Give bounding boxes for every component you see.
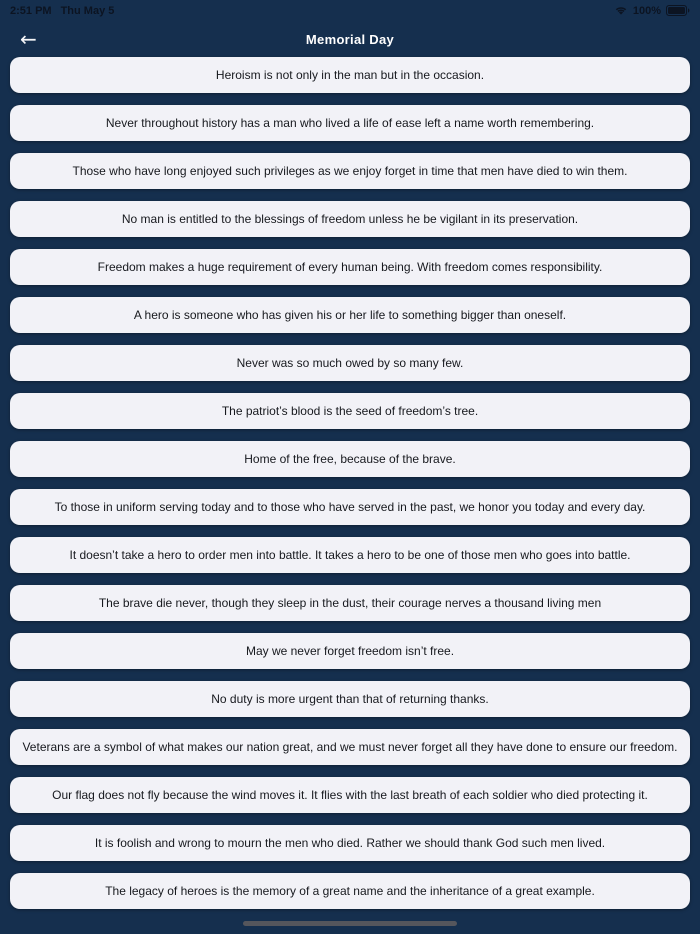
quote-card[interactable] xyxy=(10,873,690,909)
quote-list xyxy=(10,57,690,909)
quote-card[interactable] xyxy=(10,153,690,189)
quote-card[interactable] xyxy=(10,729,690,765)
quote-card[interactable] xyxy=(10,441,690,477)
quote-text: Those who have long enjoyed such privileges as we enjoy forget in time that men have died to win them. xyxy=(72,163,628,178)
quote-text: The legacy of heroes is the memory of a great name and the inheritance of a great example. xyxy=(105,883,595,898)
quote-card[interactable] xyxy=(10,201,690,237)
quote-card[interactable] xyxy=(10,537,690,573)
wifi-icon xyxy=(614,5,628,16)
quote-text: A hero is someone who has given his or her life to something bigger than oneself. xyxy=(133,307,567,322)
quote-card[interactable] xyxy=(10,825,690,861)
quote-card[interactable] xyxy=(10,105,690,141)
quote-text: The brave die never, though they sleep in the dust, their courage nerves a thousand living men xyxy=(98,595,602,610)
home-indicator[interactable] xyxy=(243,921,457,926)
quote-text: Heroism is not only in the man but in the occasion. xyxy=(215,67,485,82)
status-bar xyxy=(0,0,700,19)
quote-text: Home of the free, because of the brave. xyxy=(244,451,456,466)
quote-text: It doesn’t take a hero to order men into battle. It takes a hero to be one of those men who goes into battle. xyxy=(69,547,631,562)
quote-text: Never was so much owed by so many few. xyxy=(236,355,464,370)
quote-text: Never throughout history has a man who lived a life of ease left a name worth remembering. xyxy=(105,115,595,130)
date-label: Thu May 5 xyxy=(60,4,115,17)
back-button[interactable] xyxy=(16,27,41,51)
quote-text: To those in uniform serving today and to those who have served in the past, we honor you today and every day. xyxy=(54,499,646,514)
quote-card[interactable] xyxy=(10,57,690,93)
battery-percent-label: 100% xyxy=(632,4,661,17)
quote-card[interactable] xyxy=(10,345,690,381)
back-arrow-icon: ← xyxy=(20,27,37,51)
quote-text: It is foolish and wrong to mourn the men who died. Rather we should thank God such men lived. xyxy=(94,835,606,850)
quote-text: Freedom makes a huge requirement of every human being. With freedom comes responsibility. xyxy=(97,259,603,274)
quote-text: Veterans are a symbol of what makes our nation great, and we must never forget all they have done to ensure our freedom. xyxy=(22,739,678,754)
quote-card[interactable] xyxy=(10,585,690,621)
clock-label: 2:51 PM xyxy=(10,4,52,17)
quote-text: May we never forget freedom isn’t free. xyxy=(245,643,455,658)
battery-icon xyxy=(666,5,690,16)
nav-bar xyxy=(0,19,700,59)
quote-card[interactable] xyxy=(10,297,690,333)
quote-text: No man is entitled to the blessings of freedom unless he be vigilant in its preservation. xyxy=(121,211,579,226)
quote-card[interactable] xyxy=(10,777,690,813)
quote-text: Our flag does not fly because the wind moves it. It flies with the last breath of each soldier who died protecting it. xyxy=(52,787,648,802)
quote-card[interactable] xyxy=(10,393,690,429)
page-title: Memorial Day xyxy=(305,31,395,47)
quote-card[interactable] xyxy=(10,681,690,717)
quote-text: No duty is more urgent than that of returning thanks. xyxy=(211,691,489,706)
quote-card[interactable] xyxy=(10,633,690,669)
quote-card[interactable] xyxy=(10,249,690,285)
quote-card[interactable] xyxy=(10,489,690,525)
quote-text: The patriot’s blood is the seed of freedom’s tree. xyxy=(221,403,479,418)
